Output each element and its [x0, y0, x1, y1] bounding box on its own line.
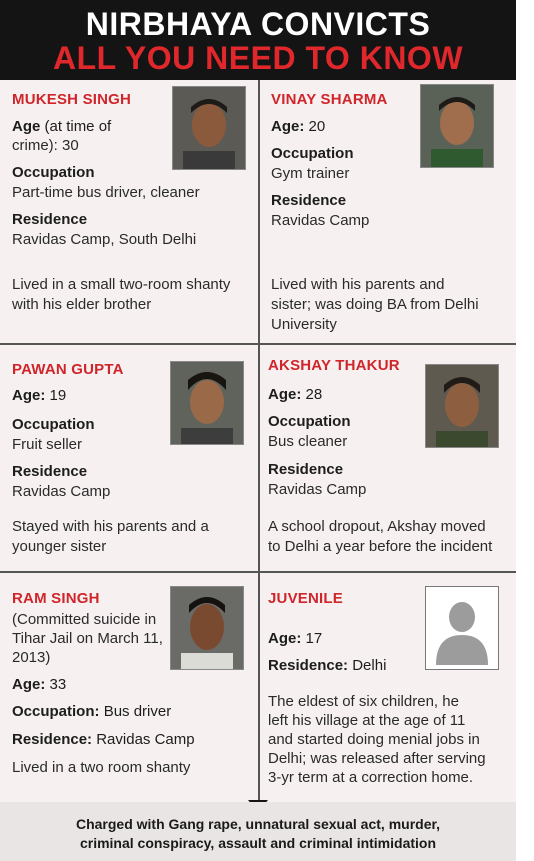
occupation-value: Gym trainer: [271, 165, 350, 182]
residence-label: Residence: [12, 211, 88, 228]
bio-note: Lived in a two room shanty: [12, 759, 191, 776]
row-divider-2: [0, 571, 516, 573]
bio-note: Stayed with his parents and a younger sister: [12, 518, 209, 555]
occupation-label: Occupation: [12, 164, 95, 181]
convict-name: RAM SINGH: [12, 590, 100, 607]
convict-photo-icon: [170, 361, 244, 445]
header-banner: [0, 0, 516, 80]
convict-name: AKSHAY THAKUR: [268, 357, 400, 374]
convict-photo-icon: [172, 86, 246, 170]
occupation-label: Occupation: [268, 413, 351, 430]
convict-name: VINAY SHARMA: [271, 91, 388, 108]
occupation-value: Part-time bus driver, cleaner: [12, 184, 200, 201]
convict-name: MUKESH SINGH: [12, 91, 132, 108]
row-divider-1: [0, 343, 516, 345]
placeholder-person-icon: [425, 586, 499, 670]
convict-photo-icon: [170, 586, 244, 670]
convict-name: PAWAN GUPTA: [12, 361, 124, 378]
residence-value: Ravidas Camp: [268, 481, 367, 498]
residence-value: Ravidas Camp: [271, 212, 370, 229]
title-line-2: ALL YOU NEED TO KNOW: [52, 40, 464, 76]
age-label: Age: 28: [268, 386, 323, 403]
bio-note: Lived with his parents and sister; was doing BA from Delhi University: [271, 276, 479, 333]
occupation-value: Fruit seller: [12, 436, 83, 453]
residence-value: Ravidas Camp, South Delhi: [12, 231, 197, 248]
bio-note: Lived in a small two-room shanty with his elder brother: [12, 276, 231, 313]
convict-photo-icon: [420, 84, 494, 168]
occupation-label: Occupation: [12, 416, 95, 433]
title-line-1: NIRBHAYA CONVICTS: [85, 6, 431, 42]
residence-label: Residence: Ravidas Camp: [12, 731, 195, 748]
residence-value: Ravidas Camp: [12, 483, 111, 500]
residence-label: Residence: Delhi: [268, 657, 387, 674]
age-label: Age: 19: [12, 387, 67, 404]
convict-name: JUVENILE: [268, 590, 343, 607]
age-label: Age: 20: [271, 118, 326, 135]
charges-footer: [0, 802, 516, 861]
charges-line-1: Charged with Gang rape, unnatural sexual act, murder,: [75, 816, 441, 832]
death-note: (Committed suicide in Tihar Jail on March 11, 2013): [12, 611, 163, 666]
bio-note: The eldest of six children, he left his village at the age of 11 and started doing menial jobs in Delhi; was released after serving 3-yr term at a correction home.: [268, 693, 486, 786]
charges-line-2: criminal conspiracy, assault and criminal intimidation: [79, 835, 437, 851]
occupation-label: Occupation: Bus driver: [12, 703, 172, 720]
age-label: Age: 33: [12, 676, 67, 693]
column-divider: [258, 80, 260, 802]
bio-note: A school dropout, Akshay moved to Delhi a year before the incident: [268, 518, 493, 555]
convict-photo-icon: [425, 364, 499, 448]
occupation-label: Occupation: [271, 145, 354, 162]
residence-label: Residence: [271, 192, 347, 209]
occupation-value: Bus cleaner: [268, 433, 348, 450]
age-value: crime): 30: [12, 137, 79, 154]
age-label: Age (at time of: [12, 118, 112, 135]
residence-label: Residence: [268, 461, 344, 478]
age-label: Age: 17: [268, 630, 323, 647]
residence-label: Residence: [12, 463, 88, 480]
